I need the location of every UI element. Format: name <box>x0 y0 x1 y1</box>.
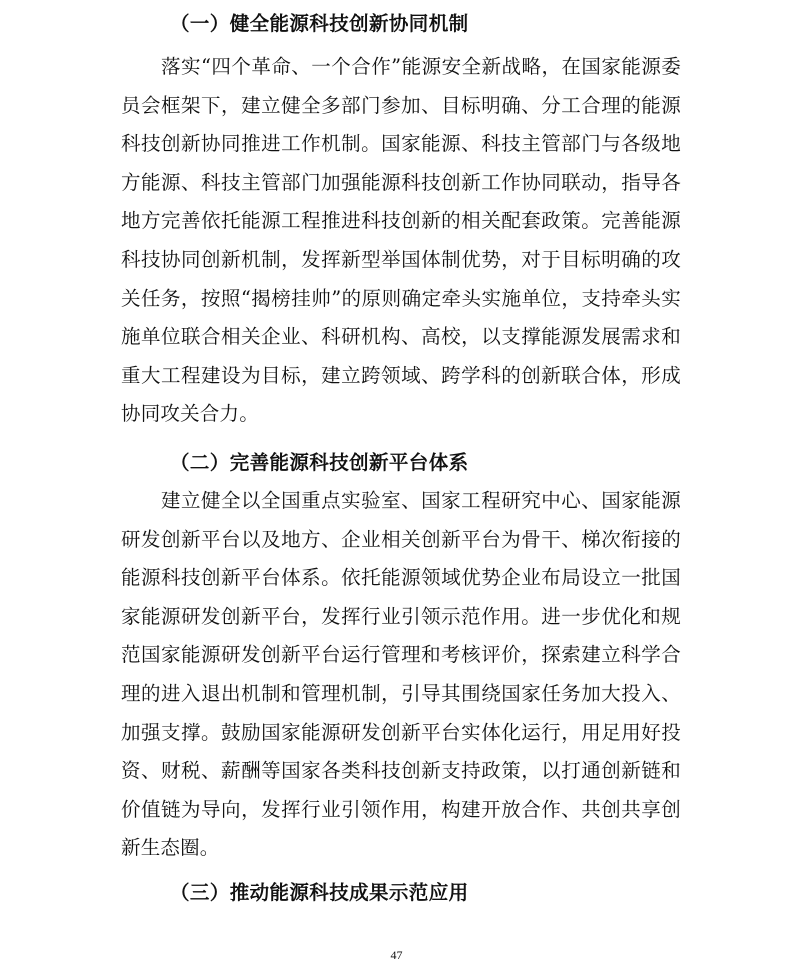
paragraph-line: 方能源、科技主管部门加强能源科技创新工作协同联动，指导各 <box>121 170 681 194</box>
paragraph-line: 施单位联合相关企业、科研机构、高校，以支撑能源发展需求和 <box>121 325 681 349</box>
paragraph-line: 重大工程建设为目标，建立跨领域、跨学科的创新联合体，形成 <box>121 363 681 387</box>
paragraph-line: 研发创新平台以及地方、企业相关创新平台为骨干、梯次衔接的 <box>121 527 681 551</box>
paragraph-line: 能源科技创新平台体系。依托能源领域优势企业布局设立一批国 <box>121 566 681 590</box>
paragraph-line: 新生态圈。 <box>121 836 220 860</box>
paragraph-line: 科技创新协同推进工作机制。国家能源、科技主管部门与各级地 <box>121 132 681 156</box>
section-heading-1: （一）健全能源科技创新协同机制 <box>170 12 469 35</box>
paragraph-line: 资、财税、薪酬等国家各类科技创新支持政策，以打通创新链和 <box>121 759 681 783</box>
page-number: 47 <box>390 948 403 962</box>
paragraph-line: 员会框架下，建立健全多部门参加、目标明确、分工合理的能源 <box>121 93 681 117</box>
paragraph-line: 理的进入退出机制和管理机制，引导其围绕国家任务加大投入、 <box>121 681 681 705</box>
section-heading-3: （三）推动能源科技成果示范应用 <box>170 881 469 904</box>
section-paragraph-1 <box>121 48 681 434</box>
paragraph-line: 价值链为导向，发挥行业引领作用，构建开放合作、共创共享创 <box>121 797 681 821</box>
paragraph-line: 地方完善依托能源工程推进科技创新的相关配套政策。完善能源 <box>121 209 681 233</box>
paragraph-line: 范国家能源研发创新平台运行管理和考核评价，探索建立科学合 <box>121 643 681 667</box>
paragraph-line: 建立健全以全国重点实验室、国家工程研究中心、国家能源 <box>161 489 681 512</box>
paragraph-line: 协同攻关合力。 <box>121 402 259 426</box>
section-heading-2: （二）完善能源科技创新平台体系 <box>170 451 469 474</box>
paragraph-line: 加强支撑。鼓励国家能源研发创新平台实体化运行，用足用好投 <box>121 720 681 744</box>
paragraph-line: 落实“四个革命、一个合作”能源安全新战略，在国家能源委 <box>161 55 681 78</box>
paragraph-line: 科技协同创新机制，发挥新型举国体制优势，对于目标明确的攻 <box>121 247 681 271</box>
paragraph-line: 关任务，按照“揭榜挂帅”的原则确定牵头实施单位，支持牵头实 <box>121 286 681 310</box>
paragraph-line: 家能源研发创新平台，发挥行业引领示范作用。进一步优化和规 <box>121 604 681 628</box>
section-paragraph-2 <box>121 482 681 868</box>
